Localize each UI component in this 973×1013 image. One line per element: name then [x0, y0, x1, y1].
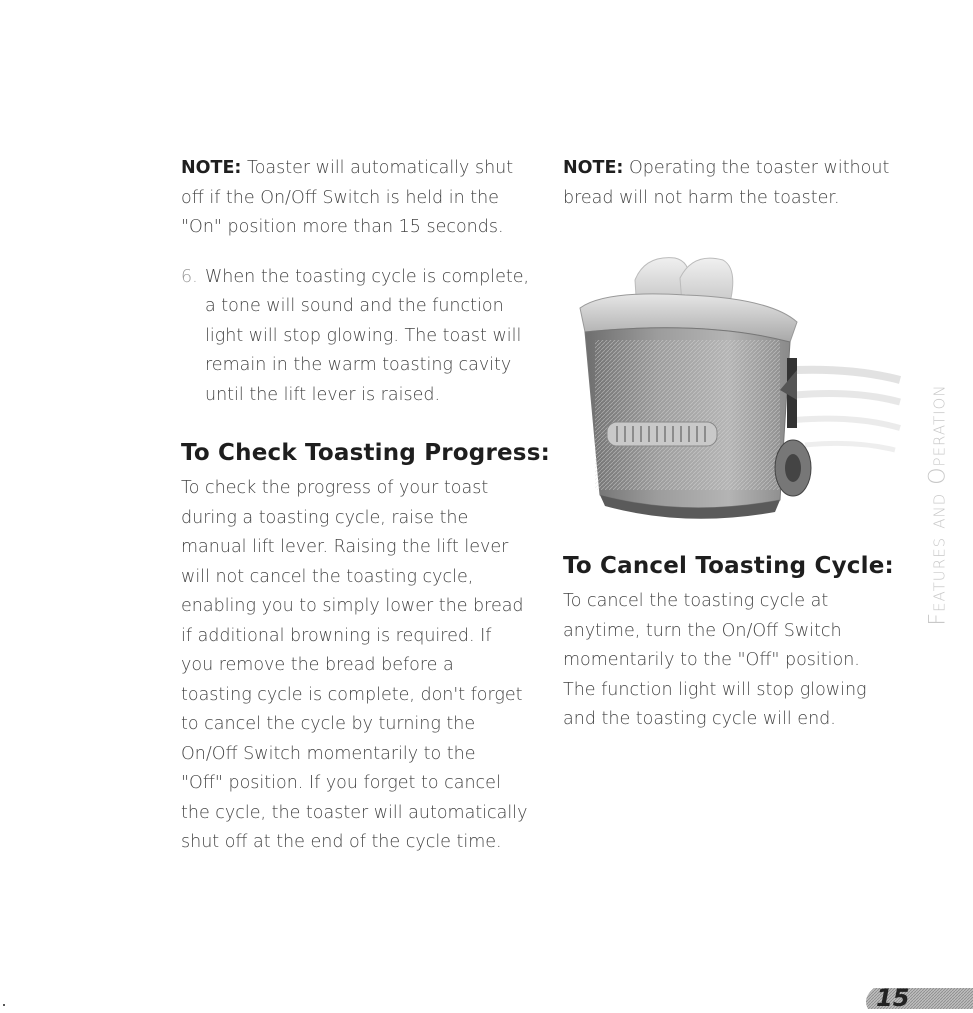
step-line: remain in the warm toasting cavity: [205, 355, 512, 375]
page-mark: [3, 1004, 5, 1006]
note-line-1: [181, 154, 541, 184]
body-line: enabling you to simply lower the bread: [181, 596, 524, 616]
body-line: The function light will stop glowing: [563, 679, 867, 700]
body-line: To check the progress of your toast: [181, 478, 489, 498]
step-6: [181, 263, 541, 411]
motion-lines: [795, 370, 900, 450]
note-no-bread: [563, 154, 923, 213]
check-progress-body: [181, 474, 531, 858]
body-line: anytime, turn the On/Off Switch: [563, 620, 842, 641]
page-number-band: [862, 984, 973, 1012]
body-line: if additional browning is required. If: [181, 625, 492, 646]
body-line: manual lift lever. Raising the lift lever: [181, 537, 509, 557]
note-line-2: bread will not harm the toaster.: [563, 187, 840, 208]
step-number: 6.: [181, 266, 198, 287]
body-line: the cycle, the toaster will automatically: [181, 802, 528, 823]
note-label: NOTE:: [181, 158, 242, 178]
body-line: during a toasting cycle, raise the: [181, 507, 469, 528]
note-text-1: Operating the toaster without: [629, 158, 890, 178]
note-line-3: "On" position more than 15 seconds.: [181, 217, 504, 237]
body-line: shut off at the end of the cycle time.: [181, 832, 502, 852]
toaster-illustration: [565, 250, 905, 525]
note-line-2: off if the On/Off Switch is held in the: [181, 187, 499, 208]
step-line: a tone will sound and the function: [205, 296, 504, 316]
body-line: toasting cycle is complete, don't forget: [181, 684, 523, 705]
left-column: [181, 154, 541, 410]
note-text-1: Toaster will automatically shut: [247, 158, 514, 178]
side-tab-label: Features and Operation: [925, 384, 951, 626]
note-line-1: [563, 154, 923, 184]
body-line: momentarily to the "Off" position.: [563, 650, 860, 670]
body-line: will not cancel the toasting cycle,: [181, 566, 474, 587]
step-line: When the toasting cycle is complete,: [205, 266, 530, 287]
body-line: On/Off Switch momentarily to the: [181, 743, 476, 764]
body-line: "Off" position. If you forget to cancel: [181, 773, 501, 793]
page-number: 15: [876, 984, 910, 1012]
section-side-tab: [918, 380, 958, 630]
heading-cancel-toasting-cycle: To Cancel Toasting Cycle:: [563, 553, 894, 579]
note-auto-shutoff: [181, 154, 541, 243]
note-label: NOTE:: [563, 158, 624, 178]
step-line: light will stop glowing. The toast will: [205, 325, 522, 346]
cancel-cycle-body: [563, 587, 893, 735]
body-line: and the toasting cycle will end.: [563, 709, 836, 729]
body-line: you remove the bread before a: [181, 655, 454, 675]
body-line: to cancel the cycle by turning the: [181, 714, 476, 734]
toaster-image: [565, 250, 905, 525]
step-line: until the lift lever is raised.: [205, 384, 441, 405]
step-text: [205, 263, 541, 411]
heading-check-toasting-progress: To Check Toasting Progress:: [181, 440, 550, 466]
right-column: [563, 154, 923, 213]
body-line: To cancel the toasting cycle at: [563, 591, 829, 611]
